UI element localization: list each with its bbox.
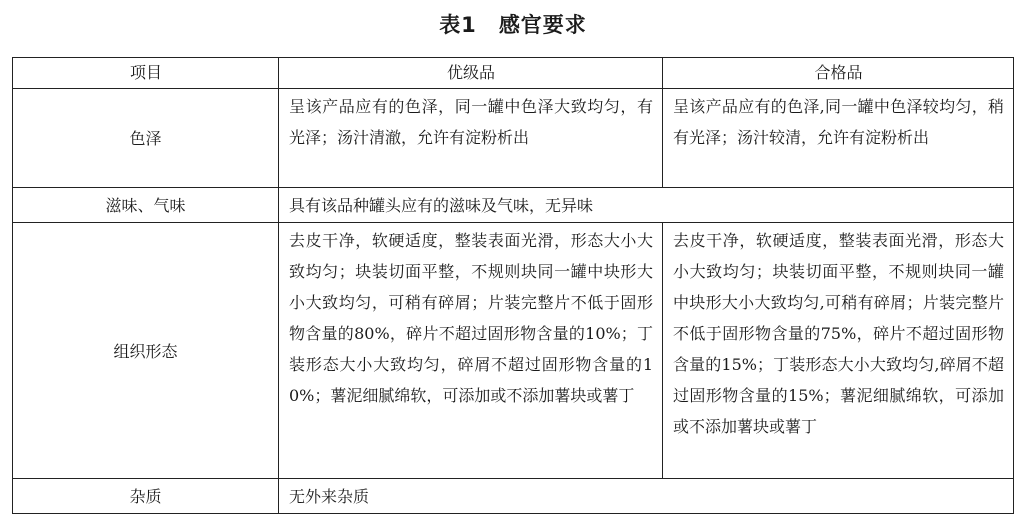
merged-cell: 具有该品种罐头应有的滋味及气味，无异味	[279, 188, 1014, 223]
header-premium: 优级品	[279, 58, 663, 89]
header-row	[13, 58, 1014, 89]
table-row	[13, 89, 1014, 188]
item-cell: 组织形态	[13, 223, 279, 479]
table-caption	[0, 8, 1026, 42]
premium-cell: 去皮干净，软硬适度，整装表面光滑，形态大小大致均匀；块装切面平整，不规则块同一罐中块形大小大致均匀，可稍有碎屑；片装完整片不低于固形物含量的80%，碎片不超过固形物含量的10%；丁装形态大小大致均匀，碎屑不超过固形物含量的10%；薯泥细腻绵软，可添加或不添加薯块或薯丁	[279, 223, 663, 479]
caption-number: 表1	[439, 13, 477, 37]
item-cell: 色泽	[13, 89, 279, 188]
premium-cell: 呈该产品应有的色泽，同一罐中色泽大致均匀，有光泽；汤汁清澈，允许有淀粉析出	[279, 89, 663, 188]
header-item: 项目	[13, 58, 279, 89]
merged-cell: 无外来杂质	[279, 479, 1014, 514]
table-row	[13, 223, 1014, 479]
table-row	[13, 479, 1014, 514]
sensory-requirements-table	[12, 57, 1014, 514]
qualified-cell: 去皮干净，软硬适度，整装表面光滑，形态大小大致均匀；块装切面平整，不规则块同一罐中块形大小大致均匀,可稍有碎屑；片装完整片不低于固形物含量的75%，碎片不超过固形物含量的15%；丁装形态大小大致均匀,碎屑不超过固形物含量的15%；薯泥细腻绵软，可添加或不添加薯块或薯丁	[663, 223, 1014, 479]
item-cell: 杂质	[13, 479, 279, 514]
table-row	[13, 188, 1014, 223]
header-qualified: 合格品	[663, 58, 1014, 89]
caption-title: 感官要求	[498, 13, 587, 37]
item-cell: 滋味、气味	[13, 188, 279, 223]
qualified-cell: 呈该产品应有的色泽,同一罐中色泽较均匀，稍有光泽；汤汁较清，允许有淀粉析出	[663, 89, 1014, 188]
